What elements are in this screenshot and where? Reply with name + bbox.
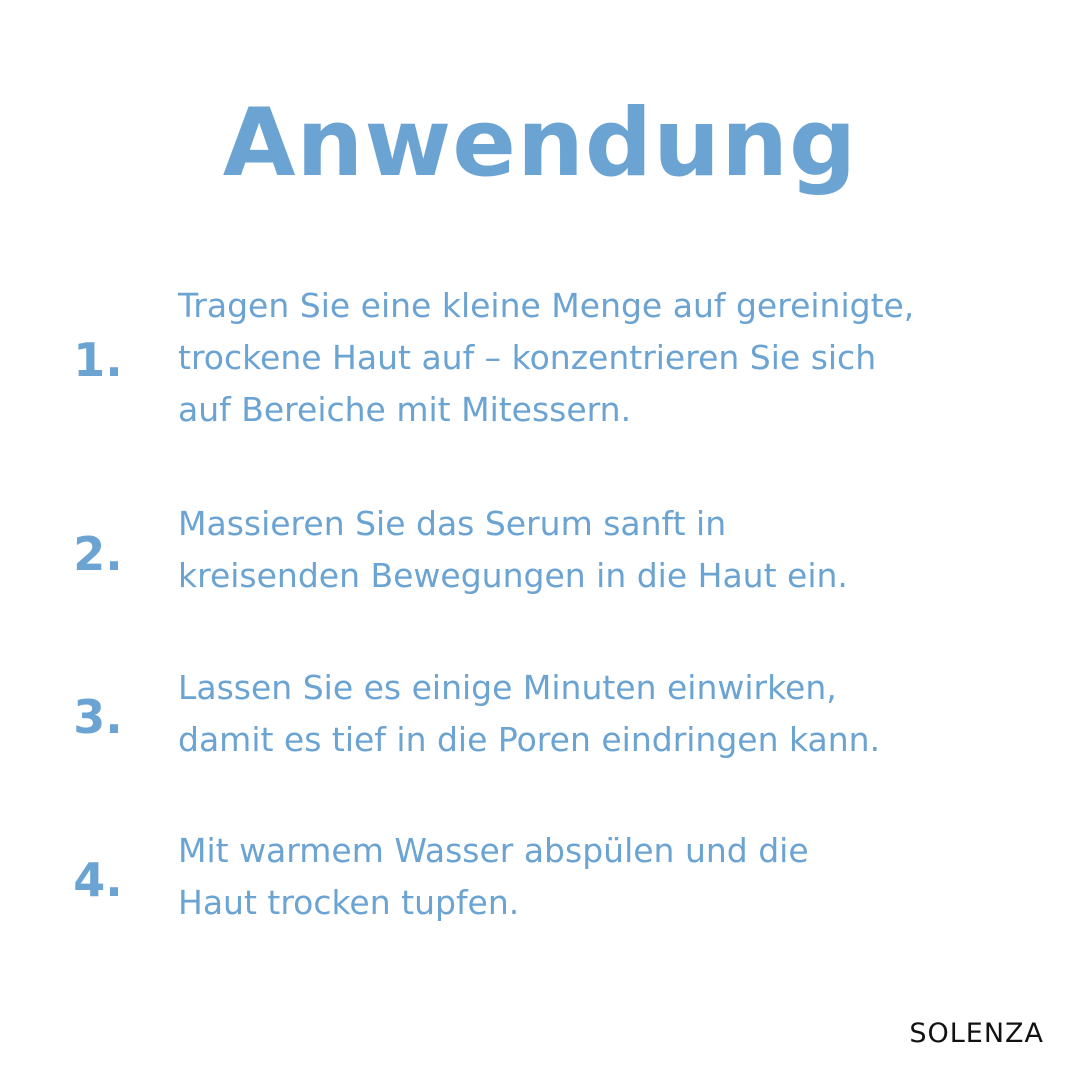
page-title: Anwendung	[222, 89, 858, 198]
step-number: 4.	[73, 853, 123, 907]
step-text: Lassen Sie es einige Minuten einwirken, damit es tief in die Poren eindringen kann.	[178, 668, 881, 759]
step-text: Tragen Sie eine kleine Menge auf gereinigte, trockene Haut auf – konzentrieren Sie sich auf Bereiche mit Mitessern.	[178, 286, 915, 429]
step-text: Mit warmem Wasser abspülen und die Haut trocken tupfen.	[178, 831, 809, 922]
step-number: 1.	[73, 333, 123, 387]
step-text: Massieren Sie das Serum sanft in kreisenden Bewegungen in die Haut ein.	[178, 504, 848, 595]
step-number: 3.	[73, 690, 123, 744]
brand-logo: SOLENZA	[909, 1018, 1044, 1049]
step-number: 2.	[73, 527, 123, 581]
